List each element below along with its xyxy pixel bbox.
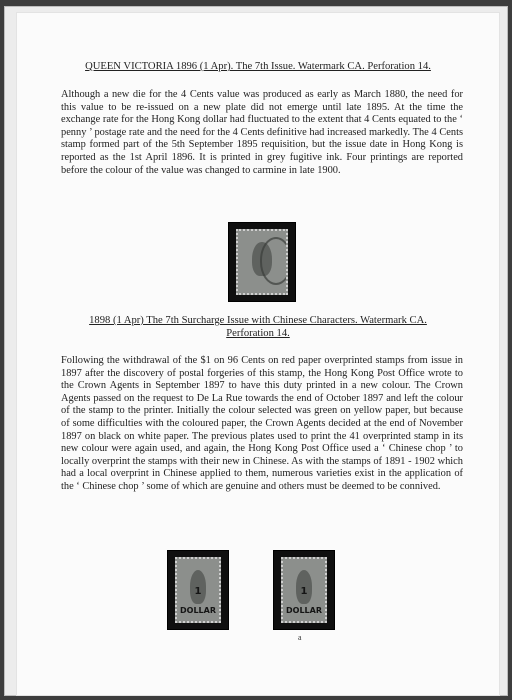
section1-paragraph: Although a new die for the 4 Cents value was produced as early as March 1880, the need for this value to be re-issued on a new plate did not emerge until late 1895. At the time the exchange rate for the Hong Kong dollar had fluctuated to the extent that 4 Cents equated to the ‘ penny ’ postage rate and the need for the 4 Cents definitive had increased markedly. The 4 Cents stamp formed part of the 5th September 1895 requisition, but the issue date in Hong Kong is reported as the 1st April 1896. It is printed in grey fugitive ink. Four printings are reported before the colour of the value was changed to carmine in late 1900. [61, 89, 463, 176]
overprint-value: 1 [194, 586, 202, 598]
stamp-dollar-surcharge-a [175, 557, 221, 623]
postmark-cancel-icon [260, 237, 288, 284]
stamp-4cents-grey [236, 229, 288, 295]
overprint-dollar: DOLLAR [180, 606, 216, 615]
section1-heading: QUEEN VICTORIA 1896 (1 Apr). The 7th Issue. Watermark CA. Perforation 14. [85, 61, 431, 72]
stamp-mount-4cents [228, 222, 296, 302]
overprint-dollar: DOLLAR [286, 606, 322, 615]
stamp-b-label: a [298, 633, 302, 642]
overprint-value: 1 [300, 586, 308, 598]
section2-heading-line2: Perforation 14. [226, 328, 290, 339]
stamp-dollar-surcharge-b [281, 557, 327, 623]
stamp-mount-dollar-a [167, 550, 229, 630]
section2-paragraph: Following the withdrawal of the $1 on 96 Cents on red paper overprinted stamps from issue in 1897 after the discovery of postal forgeries of this stamp, the Hong Kong Post Office wrote to the Crown Agents in September 1897 to have this duty printed in a new colour. The Crown Agents passed on the request to De La Rue towards the end of October 1897 and left the colour of the stamp to the printer. Initially the colour selected was green on yellow paper, but because of some difficulties with the coloured paper, the Crown Agents decided at the end of November 1897 on black on white paper. The previous plates used to print the 41 overprinted stamp in its new colour were again used, and again, the Hong Kong Post Office used a ‘ Chinese chop ’ to locally overprint the stamps with their new in Chinese. As with the stamps of 1891 - 1902 which had a local overprint in Chinese applied to them, numerous varieties exist in the application of the ‘ Chinese chop ’ some of which are genuine and others must be deemed to be connived. [61, 355, 463, 492]
stamp-mount-dollar-b [273, 550, 335, 630]
section2-heading-line1: 1898 (1 Apr) The 7th Surcharge Issue with Chinese Characters. Watermark CA. [89, 315, 427, 326]
album-page [16, 12, 500, 696]
